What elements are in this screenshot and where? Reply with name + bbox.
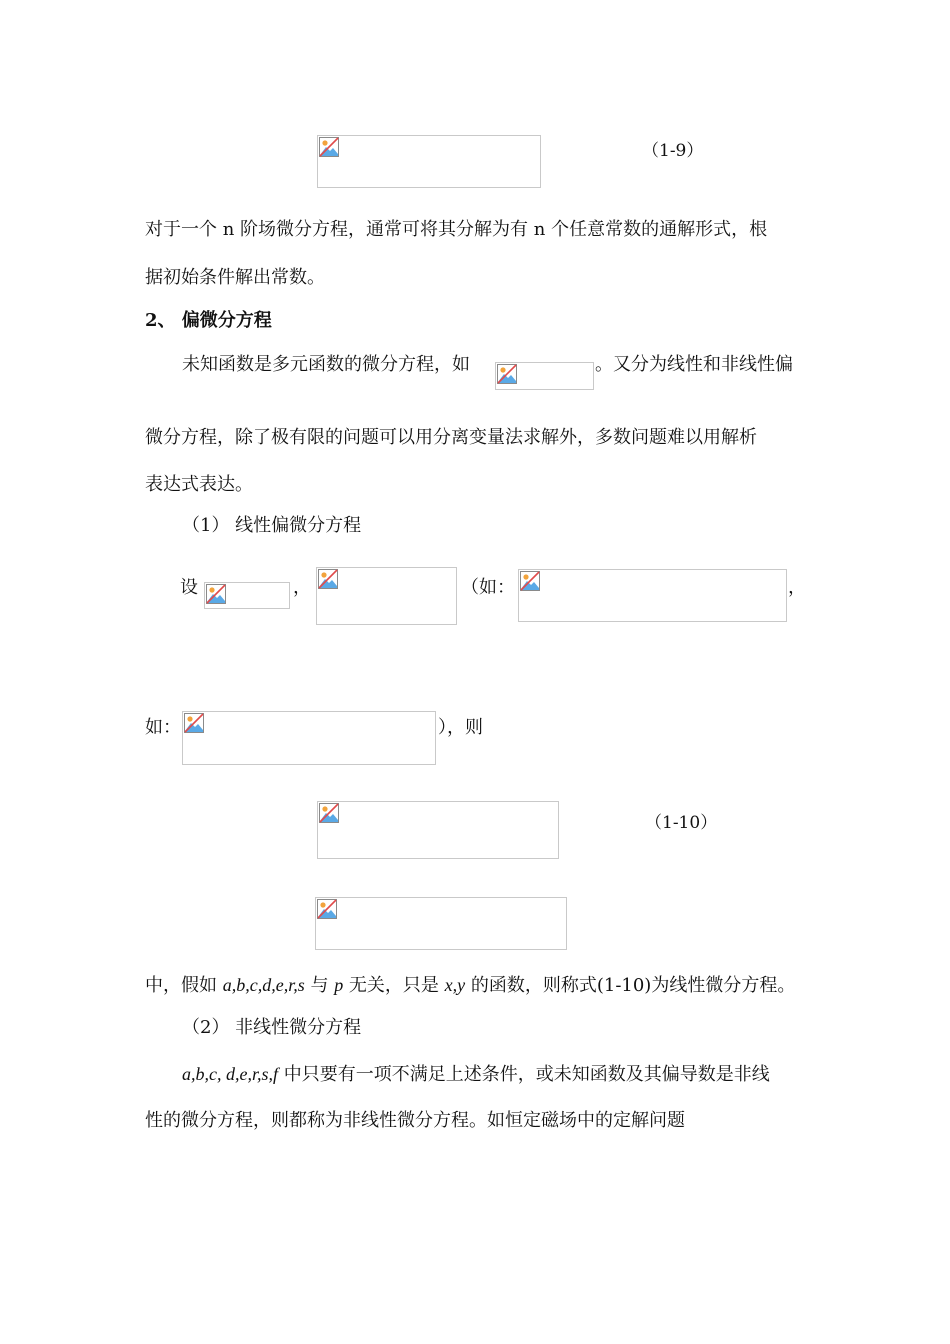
text-span: 中只要有一项不满足上述条件，或未知函数及其偏导数是非线 bbox=[278, 1064, 770, 1085]
broken-image-icon bbox=[497, 364, 517, 384]
paragraph-line: 性的微分方程，则都称为非线性微分方程。如恒定磁场中的定解问题 bbox=[145, 1110, 685, 1131]
formula-image bbox=[518, 569, 787, 622]
text-span: 中，假如 bbox=[145, 975, 223, 996]
equation-number-1-9: （1-9） bbox=[642, 141, 704, 161]
inline-formula-image bbox=[204, 582, 290, 609]
paragraph-line: 对于一个 n 阶场微分方程，通常可将其分解为有 n 个任意常数的通解形式，根 bbox=[145, 219, 768, 240]
coefficient-list: a,b,c,d,e,r,s bbox=[222, 975, 305, 995]
set-label: 设 bbox=[180, 577, 198, 598]
equation-1-9-image bbox=[317, 135, 541, 188]
coefficient-list: a,b,c, d,e,r,s,f bbox=[182, 1064, 278, 1084]
subsection-heading: （1） 线性偏微分方程 bbox=[182, 515, 362, 536]
variables-xy: x,y bbox=[444, 975, 466, 995]
text-span: 无关，只是 bbox=[343, 975, 445, 996]
inline-formula-image bbox=[495, 362, 594, 390]
paragraph-line: 未知函数是多元函数的微分方程，如 bbox=[182, 354, 470, 375]
broken-image-icon bbox=[317, 899, 337, 919]
broken-image-icon bbox=[318, 569, 338, 589]
formula-image bbox=[316, 567, 457, 625]
broken-image-icon bbox=[319, 803, 339, 823]
equation-number-1-10: （1-10） bbox=[645, 813, 718, 833]
broken-image-icon bbox=[520, 571, 540, 591]
broken-image-icon bbox=[184, 713, 204, 733]
paragraph-line bbox=[182, 1062, 770, 1087]
paragraph-line: 据初始条件解出常数。 bbox=[145, 267, 325, 288]
paragraph-line: 。又分为线性和非线性偏 bbox=[595, 354, 793, 375]
variable-p: p bbox=[334, 975, 344, 995]
comma: ， bbox=[293, 577, 311, 598]
paragraph-line bbox=[145, 973, 795, 998]
subsection-heading: （2） 非线性微分方程 bbox=[182, 1017, 362, 1038]
example-label: 如： bbox=[145, 717, 181, 738]
paragraph-line: 表达式表达。 bbox=[145, 474, 253, 495]
text-span: 的函数，则称式(1-10)为线性微分方程。 bbox=[465, 975, 796, 996]
comma: ， bbox=[788, 577, 806, 598]
close-then: ），则 bbox=[438, 717, 483, 738]
equation-1-10-image bbox=[317, 801, 559, 859]
example-open: （如： bbox=[461, 577, 515, 598]
formula-image bbox=[315, 897, 567, 950]
broken-image-icon bbox=[319, 137, 339, 157]
paragraph-line: 微分方程，除了极有限的问题可以用分离变量法求解外，多数问题难以用解析 bbox=[145, 427, 757, 448]
text-span: 与 bbox=[304, 975, 335, 996]
broken-image-icon bbox=[206, 584, 226, 604]
section-heading: 2、 偏微分方程 bbox=[145, 310, 272, 331]
formula-image bbox=[182, 711, 436, 765]
